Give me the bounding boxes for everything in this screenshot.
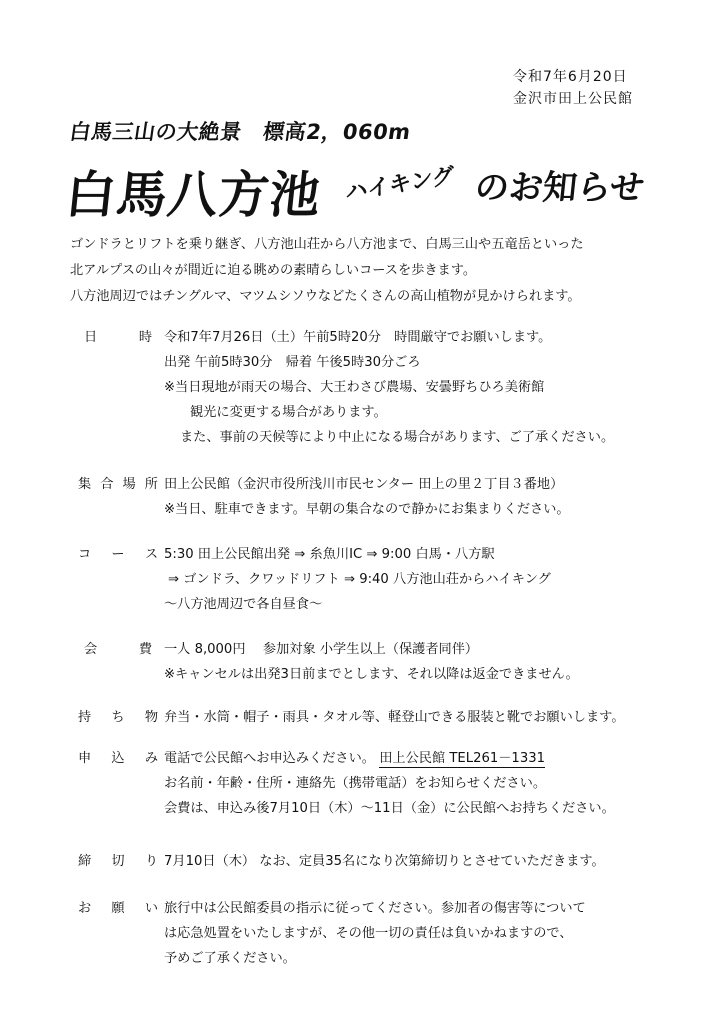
section-label: 日 時 xyxy=(84,330,152,345)
contact-phone: 田上公民館 TEL261－1331 xyxy=(379,751,545,766)
title-main: 白馬八方池 xyxy=(62,166,324,224)
section-body: 7月10日（木） なお、定員35名になり次第締切りとさせていただきます。 xyxy=(164,854,605,869)
section-label: お 願 い xyxy=(78,901,158,916)
section-label: 申 込 み xyxy=(78,751,158,766)
section-body: 電話で公民館へお申込みください。 田上公民館 TEL261－1331 お名前・年齢・住所・連絡先（携帯電話）をお知らせください。 会費は、申込み後7月10日（木）～11日（金）に公民館へお持ちください。 xyxy=(164,751,615,816)
section-body: 5:30 田上公民館出発 ⇒ 糸魚川IC ⇒ 9:00 白馬・八方駅 ⇒ ゴンドラ、クワッドリフト ⇒ 9:40 八方池山荘からハイキング ～八方池周辺で各自昼食～ xyxy=(164,547,551,612)
intro-line: ゴンドラとリフトを乗り継ぎ、八方池山荘から八方池まで、白馬三山や五竜岳といった xyxy=(70,237,584,252)
section-label: コ ー ス xyxy=(78,547,158,562)
title-subtitle: 白馬三山の大絶景 標高2，060m xyxy=(68,120,413,144)
section-body: 旅行中は公民館委員の指示に従ってください。参加者の傷害等について は応急処置をいたしますが、その他一切の責任は負いかねますので、 予めご了承ください。 xyxy=(164,901,586,966)
intro-line: 北アルプスの山々が間近に迫る眺めの素晴らしいコースを歩きます。 xyxy=(70,263,477,278)
header-block xyxy=(513,66,633,110)
issuing-organization: 金沢市田上公民館 xyxy=(513,91,633,107)
section-body: 令和7年7月26日（土）午前5時20分 時間厳守でお願いします。 出発 午前5時30分 帰着 午後5時30分ごろ ※当日現地が雨天の場合、大王わさび農場、安曇野ちひろ美術館 観光に変更する場合があります。 また、事前の天候等により中止になる場合があります、ご了承ください。 xyxy=(164,330,615,445)
issue-date: 令和7年6月20日 xyxy=(513,69,628,85)
section-label: 締 切 り xyxy=(78,854,158,869)
section-label: 持 ち 物 xyxy=(78,710,158,725)
section-label: 集 合 場 所 xyxy=(78,477,158,492)
section-body: 弁当・水筒・帽子・雨具・タオル等、軽登山できる服装と靴でお願いします。 xyxy=(164,710,625,725)
intro-line: 八方池周辺ではチングルマ、マツムシソウなどたくさんの高山植物が見かけられます。 xyxy=(70,289,581,304)
title-hiking: ハイキング xyxy=(345,163,454,206)
intro-paragraph xyxy=(70,232,690,310)
section-body: 田上公民館（金沢市役所浅川市民センター 田上の里２丁目３番地） ※当日、駐車できます。早朝の集合なので静かにお集まりください。 xyxy=(164,477,570,517)
section-label: 会 費 xyxy=(84,642,152,657)
title-tail: のお知らせ xyxy=(472,168,647,208)
apply-instruction: 電話で公民館へお申込みください。 xyxy=(164,751,375,766)
section-body: 一人 8,000円 参加対象 小学生以上（保護者同伴） ※キャンセルは出発3日前までとします、それ以降は返金できません。 xyxy=(164,642,579,682)
